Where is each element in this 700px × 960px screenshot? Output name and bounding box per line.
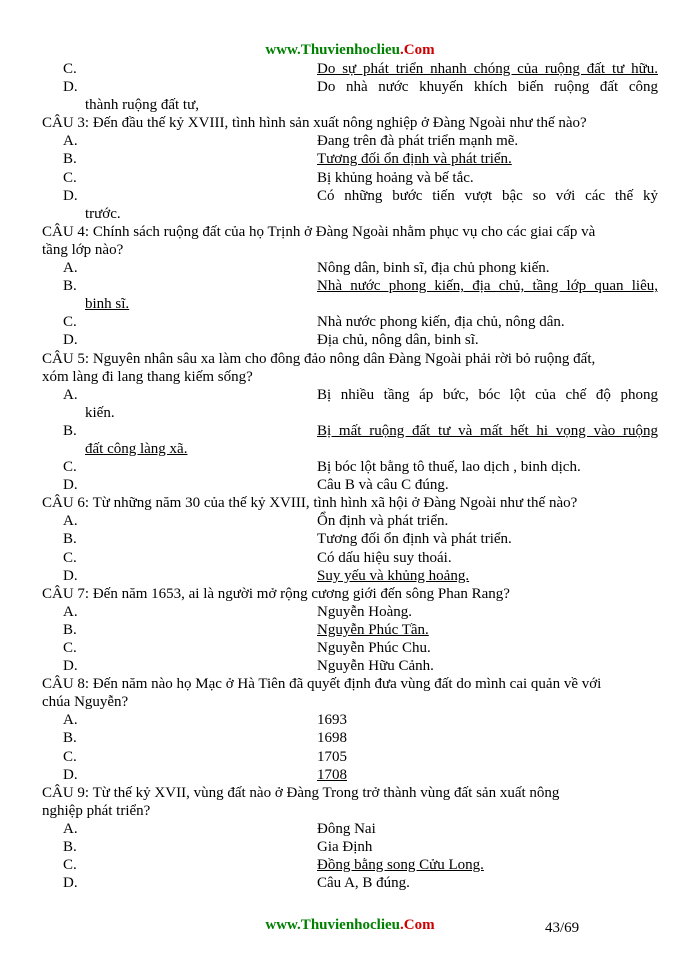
q4-option-c [0,313,700,331]
option-text: Nhà nước phong kiến, địa chủ, nông dân. [317,314,565,331]
option-label: B. [63,531,77,548]
q9-option-d [0,874,700,892]
option-label: B. [63,278,77,295]
q5-question: CÂU 5: Nguyên nhân sâu xa làm cho đông đảo nông dân Đàng Ngoài phải rời bỏ ruộng đất, [42,350,596,367]
option-label: D. [63,567,78,584]
option-label: C. [63,857,77,874]
option-text: Nông dân, binh sĩ, địa chủ phong kiến. [317,260,550,277]
q5-option-b [0,422,700,440]
q9-question-continued: nghiệp phát triển? [42,802,151,819]
option-label: A. [63,260,78,277]
q7-option-b [0,621,700,639]
option-label: A. [63,133,78,150]
q7-option-c [0,639,700,657]
q9-question: CÂU 9: Từ thế kỷ XVII, vùng đất nào ở Đàng Trong trở thành vùng đất sản xuất nông [42,784,560,801]
option-text: Có dấu hiệu suy thoái. [317,549,452,566]
option-label: A. [63,386,78,403]
q9-option-c [0,856,700,874]
option-text-correct-cont: binh sĩ. [85,296,130,313]
option-text-correct: Tương đối ổn định và phát triển. [317,151,512,168]
q5-option-a [0,386,700,404]
page-number: 43/69 [545,920,580,936]
option-label: B. [63,730,77,747]
q3-question: CÂU 3: Đến đầu thế kỷ XVIII, tình hình sản xuất nông nghiệp ở Đàng Ngoài như thế nào? [42,115,587,132]
q6-option-b [0,530,700,548]
q2-option-d-continued: thành ruộng đất tư, [85,97,199,114]
option-text-correct: Bị mất ruộng đất tư và mất hết hi vọng vào ruộng [317,422,658,439]
q6-option-a [0,512,700,530]
q5-option-a-continued: kiến. [85,404,115,421]
q3-option-d-continued: trước. [85,205,121,222]
q4-option-d [0,331,700,349]
option-label: B. [63,422,77,439]
q8-question: CÂU 8: Đến năm nào họ Mạc ở Hà Tiên đã quyết định đưa vùng đất do mình cai quản về với [42,676,602,693]
option-text: 1693 [317,712,347,729]
option-text: Có những bước tiến vượt bậc so với các thế kỷ [317,187,658,204]
q8-option-a [0,711,700,729]
option-text: Nguyễn Hữu Cảnh. [317,658,434,675]
q2-option-c [0,60,700,78]
option-label: D. [63,79,78,96]
q4-option-a [0,259,700,277]
header-site-tld: .Com [400,42,435,58]
footer-site-tld: .Com [400,917,435,933]
q9-option-b [0,838,700,856]
option-label: C. [63,640,77,656]
q8-question-continued: chúa Nguyễn? [42,694,129,711]
option-text: Gia Định [317,839,373,856]
option-text: Bị bóc lột bằng tô thuế, lao dịch , binh dịch. [317,459,581,476]
option-label: D. [63,477,78,494]
option-label: B. [63,151,77,168]
option-text: 1698 [317,730,347,747]
option-text-correct: Đồng bằng song Cửu Long. [317,857,484,874]
q8-option-d [0,766,700,784]
q6-option-d [0,567,700,585]
q4-option-b-continued [0,295,700,313]
option-text: 1705 [317,748,347,765]
q5-question-continued: xóm làng đi lang thang kiếm sống? [42,368,253,385]
option-label: C. [63,748,77,765]
q3-option-d [0,187,700,205]
option-label: B. [63,839,77,856]
option-label: D. [63,766,78,783]
option-text: Đang trên đà phát triển mạnh mẽ. [317,133,519,150]
q6-option-c [0,549,700,567]
option-text: Do nhà nước khuyến khích biến ruộng đất công [317,79,658,96]
q8-option-b [0,729,700,747]
q3-option-a [0,132,700,150]
option-text: Do sự phát triển nhanh chóng của ruộng đất tư hữu. [317,61,658,77]
footer-site-main: www.Thuvienhoclieu [265,917,401,933]
option-label: D. [63,658,78,675]
q7-option-d [0,657,700,675]
option-text: Đông Nai [317,820,376,837]
q8-option-c [0,748,700,766]
option-label: D. [63,875,78,892]
option-text: Bị khủng hoảng và bế tắc. [317,169,474,186]
option-text-correct-cont: đất công làng xã. [85,440,188,457]
footer-site-name[interactable] [0,917,700,934]
q2-option-d [0,78,700,96]
option-label: C. [63,61,77,77]
q4-question: CÂU 4: Chính sách ruộng đất của họ Trịnh ở Đàng Ngoài nhằm phục vụ cho các giai cấp và [42,223,596,240]
option-text: Nguyễn Hoàng. [317,603,412,620]
option-label: A. [63,603,78,620]
document-body [0,60,700,892]
option-text: Tương đối ổn định và phát triển. [317,531,512,548]
header-site-main: www.Thuvienhoclieu [265,42,401,58]
q3-option-c [0,169,700,187]
option-text: Ổn định và phát triển. [317,513,449,530]
q7-option-a [0,603,700,621]
q5-option-d [0,476,700,494]
header-site-name[interactable] [0,42,700,59]
q5-option-b-continued [0,440,700,458]
q7-question: CÂU 7: Đến năm 1653, ai là người mở rộng cương giới đến sông Phan Rang? [42,585,510,602]
option-label: D. [63,332,78,349]
option-text-correct: Nhà nước phong kiến, địa chủ, tầng lớp quan liêu, [317,278,658,295]
option-label: A. [63,820,78,837]
option-text: Nguyễn Phúc Chu. [317,640,431,656]
option-text-correct: Nguyễn Phúc Tần. [317,621,429,638]
option-label: A. [63,513,78,530]
option-label: A. [63,712,78,729]
q3-option-b [0,150,700,168]
option-text: Câu B và câu C đúng. [317,477,449,494]
q5-option-c [0,458,700,476]
option-text-correct: Suy yếu và khủng hoảng. [317,567,470,584]
option-label: C. [63,459,77,476]
option-label: B. [63,621,77,638]
option-text: Địa chủ, nông dân, binh sĩ. [317,332,479,349]
q9-option-a [0,820,700,838]
option-label: C. [63,314,77,331]
option-label: C. [63,549,77,566]
option-text-correct: 1708 [317,766,347,783]
option-label: D. [63,187,78,204]
option-text: Bị nhiều tầng áp bức, bóc lột của chế độ phong [317,386,658,403]
q4-option-b [0,277,700,295]
q4-question-continued: tầng lớp nào? [42,241,124,258]
q6-question: CÂU 6: Từ những năm 30 của thế kỷ XVIII, tình hình xã hội ở Đàng Ngoài như thế nào? [42,495,578,512]
option-label: C. [63,169,77,186]
option-text: Câu A, B đúng. [317,875,410,892]
